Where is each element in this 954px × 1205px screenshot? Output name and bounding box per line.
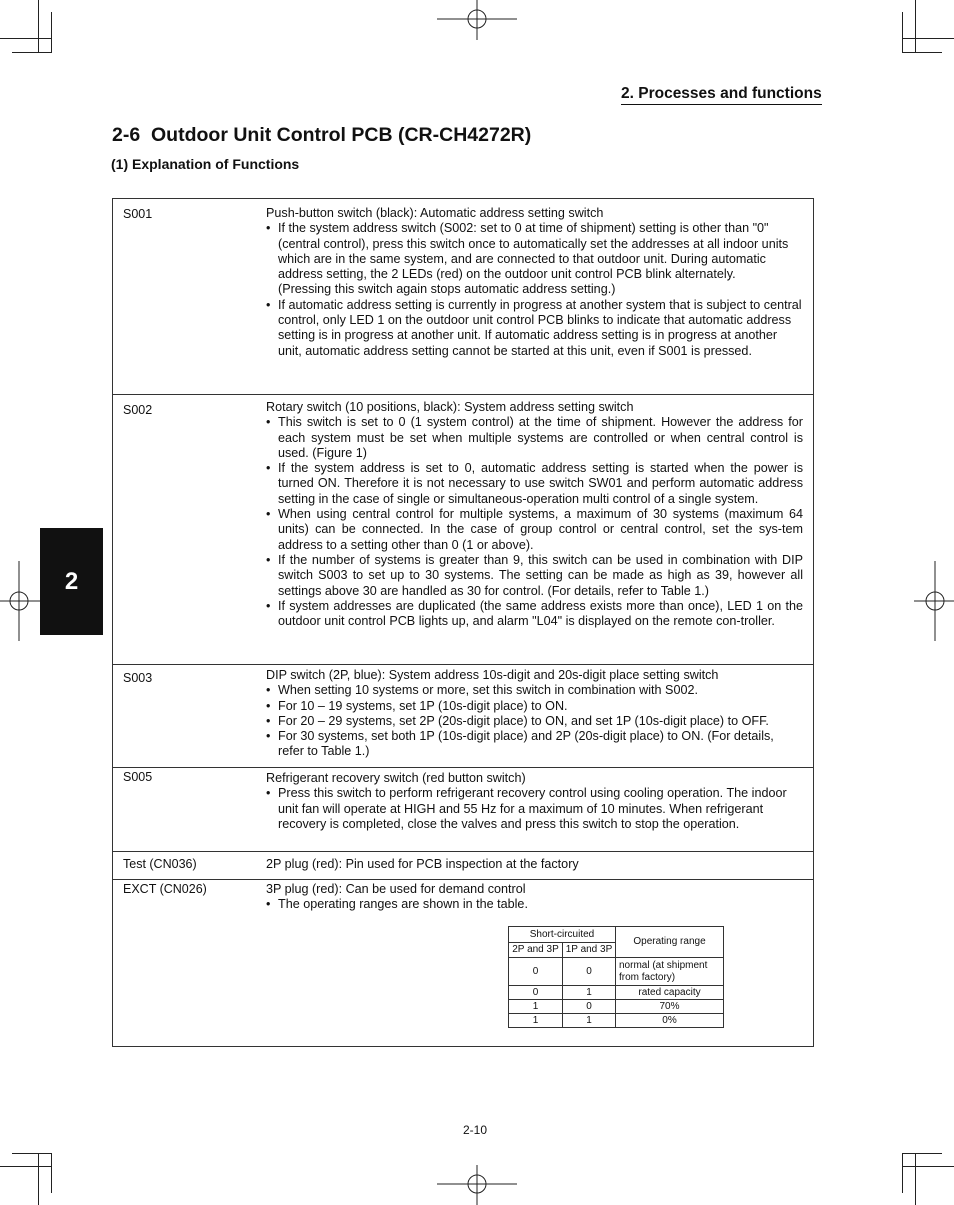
row-label: S001 (123, 207, 153, 221)
table-cell: 0% (616, 1014, 724, 1028)
bullet-text: For 30 systems, set both 1P (10s-digit place) and 2P (20s-digit place) to ON. (For details, refer to Table 1.) (278, 729, 774, 759)
list-item (266, 729, 803, 760)
table-row (113, 852, 813, 880)
table-cell: 1 (563, 986, 616, 1000)
bullet-text: If the number of systems is greater than 9, this switch can be used in combination with DIP switch S003 to set up to 30 systems. The setting can be made as high as 39, however all settings above 30 are handled as 30 for control. (For details, refer to Table 1.) (278, 552, 803, 598)
bullet-text: The operating ranges are shown in the table. (278, 897, 528, 912)
row-description (266, 882, 803, 913)
bullet: • (266, 713, 271, 728)
row-description (266, 668, 803, 760)
row-description (266, 206, 803, 359)
row-heading: Rotary switch (10 positions, black): System address setting switch (266, 400, 634, 414)
table-cell: 0 (509, 958, 563, 986)
table-cell: 70% (616, 1000, 724, 1014)
bullet-text: When setting 10 systems or more, set this switch in combination with S002. (278, 683, 698, 698)
table-cell: 1 (509, 1000, 563, 1014)
bullet: • (266, 461, 271, 476)
table-cell: 0 (509, 986, 563, 1000)
bullet-text: If the system address switch (S002: set to 0 at time of shipment) setting is other than "0" (central control), press this switch once to automatically set the addresses at all indoor units which are in the same system, and are connected to that outdoor unit. During automatic address setting, the 2 LEDs (red) on the outdoor unit control PCB blink alternately. (278, 221, 789, 282)
bullet: • (266, 297, 271, 312)
bullet: • (266, 552, 271, 567)
list-item (266, 298, 803, 359)
bullet-text: For 10 – 19 systems, set 1P (10s-digit place) to ON. (278, 698, 568, 713)
bullet: • (266, 221, 271, 236)
table-row (509, 1014, 724, 1028)
list-item (266, 786, 803, 832)
bullet-note: (Pressing this switch again stops automatic address setting.) (278, 282, 616, 297)
registration-mark-bottom (437, 1165, 517, 1205)
table-header: Operating range (616, 927, 724, 958)
table-cell: 1 (509, 1014, 563, 1028)
table-row (113, 665, 813, 768)
row-heading: DIP switch (2P, blue): System address 10s-digit and 20s-digit place setting switch (266, 668, 719, 682)
table-header: Short-circuited (509, 927, 616, 943)
table-row (113, 768, 813, 852)
bullet: • (266, 698, 271, 713)
table-row (509, 986, 724, 1000)
list-item-note (266, 282, 803, 297)
row-description (266, 771, 803, 832)
list-item (266, 699, 803, 714)
row-description (266, 857, 803, 872)
table-row (509, 958, 724, 986)
row-heading: 2P plug (red): Pin used for PCB inspection at the factory (266, 857, 579, 871)
table-header: 1P and 3P (563, 943, 616, 958)
list-item (266, 553, 803, 599)
table-row (113, 199, 813, 395)
table-row (509, 1000, 724, 1014)
page-title: 2-6 Outdoor Unit Control PCB (CR-CH4272R) (112, 124, 532, 146)
row-heading: Push-button switch (black): Automatic address setting switch (266, 206, 604, 220)
table-row (113, 395, 813, 665)
table-cell: rated capacity (616, 986, 724, 1000)
bullet-text: When using central control for multiple systems, a maximum of 30 systems (maximum 64 units) can be connected. In the case of group control or central control, set the sys-tem address to a setting other than 0 (1 or above). (278, 507, 803, 552)
registration-mark-right (914, 561, 954, 641)
row-label: S002 (123, 403, 153, 417)
list-item (266, 683, 803, 698)
bullet-text: If system addresses are duplicated (the same address exists more than once), LED 1 on the outdoor unit control PCB lights up, and alarm "L04" is displayed on the remote con-troller. (278, 598, 803, 629)
table-header: 2P and 3P (509, 943, 563, 958)
row-heading: Refrigerant recovery switch (red button switch) (266, 771, 526, 785)
registration-mark-left (0, 561, 40, 641)
bullet-text: Press this switch to perform refrigerant recovery control using cooling operation. The indoor unit fan will operate at HIGH and 55 Hz for a maximum of 10 minutes. When refrigerant recovery is completed, close the valves and press this switch to stop the operation. (278, 786, 787, 831)
section-header: 2. Processes and functions (621, 85, 822, 105)
bullet: • (266, 598, 271, 613)
bullet: • (266, 507, 271, 522)
list-item (266, 507, 803, 553)
row-label: EXCT (CN026) (123, 882, 207, 896)
list-item (266, 415, 803, 461)
operating-range-table (508, 926, 724, 1028)
chapter-tab (40, 528, 103, 635)
list-item (266, 714, 803, 729)
bullet: • (266, 415, 271, 430)
list-item (266, 897, 803, 912)
bullet: • (266, 729, 271, 744)
registration-mark-top (437, 0, 517, 40)
list-item (266, 599, 803, 630)
chapter-number: 2 (64, 567, 79, 595)
row-label: S003 (123, 671, 153, 685)
row-label: S005 (123, 770, 153, 784)
page-number: 2-10 (463, 1123, 488, 1137)
table-cell: 0 (563, 1000, 616, 1014)
bullet-text: This switch is set to 0 (1 system control) at the time of shipment. However the address for each system must be set when multiple systems are controlled or when central control is used. (Figure 1) (278, 415, 803, 460)
row-description (266, 400, 803, 629)
sub-title: (1) Explanation of Functions (111, 156, 300, 172)
bullet-text: For 20 – 29 systems, set 2P (20s-digit place) to ON, and set 1P (10s-digit place) to OFF. (278, 713, 769, 728)
table-cell: 1 (563, 1014, 616, 1028)
row-label: Test (CN036) (123, 857, 197, 871)
function-table (112, 198, 814, 1047)
bullet: • (266, 683, 271, 698)
list-item (266, 461, 803, 507)
bullet: • (266, 786, 271, 801)
list-item (266, 221, 803, 282)
bullet-text: If the system address is set to 0, automatic address setting is started when the power is turned ON. Therefore it is not necessary to use switch SW01 and perform automatic address setting in the case of single or simultaneous-operation multi control of a single system. (278, 461, 803, 506)
table-cell: 0 (563, 958, 616, 986)
bullet-text: If automatic address setting is currently in progress at another system that is subject to central control, only LED 1 on the outdoor unit control PCB blinks to indicate that automatic address setting is in progress at another unit. If automatic address setting is in progress at another unit, automatic address setting cannot be started at this unit, even if S001 is pressed. (278, 297, 802, 358)
bullet: • (266, 897, 271, 912)
table-cell: normal (at shipment from factory) (616, 958, 724, 986)
row-heading: 3P plug (red): Can be used for demand control (266, 882, 526, 896)
